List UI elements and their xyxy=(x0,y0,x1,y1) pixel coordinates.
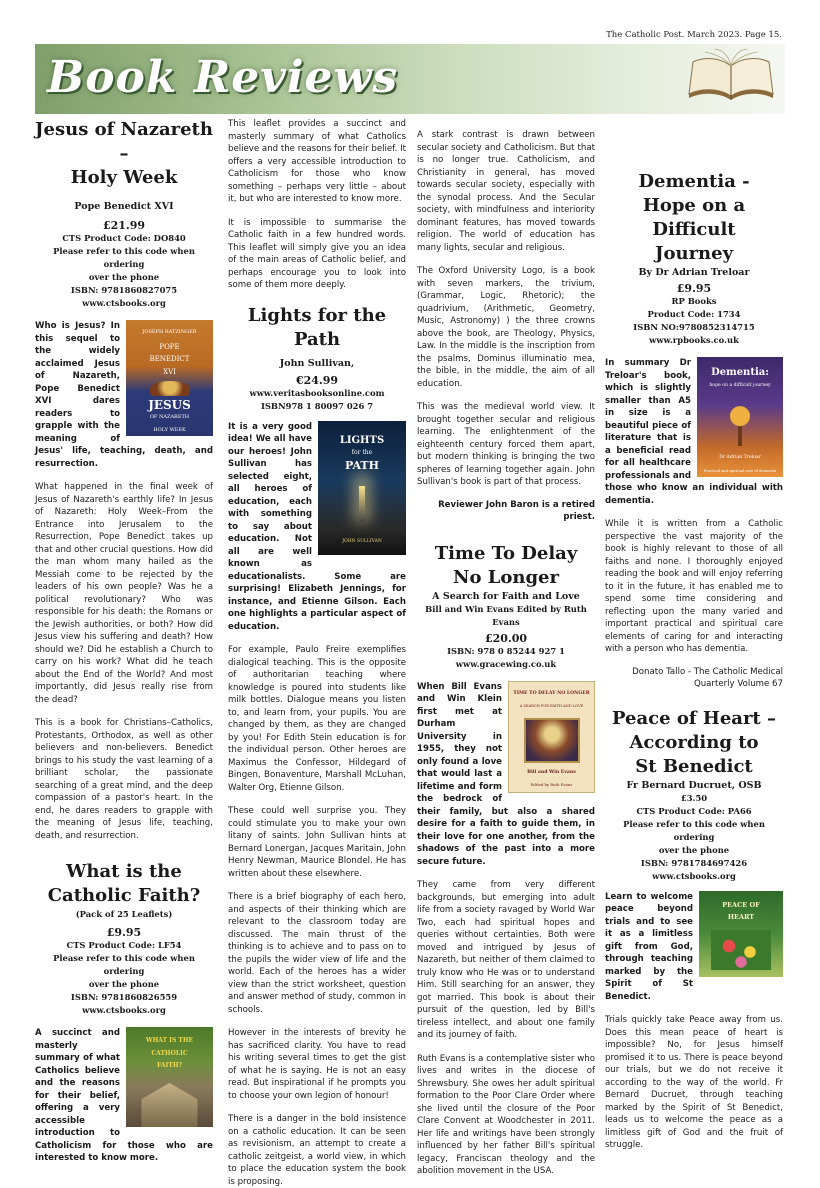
review3-lead: It is a very good idea! We all have our heroes! John Sullivan has selected eight, all heroes of education, each with something to say about education. Not all are well known as educationalists. Some are surprising! Elizabeth Jennings, for instance, and Etienne Gilson. Each one highlights a particular aspect of education. xyxy=(228,421,406,632)
review6-title-line2: According to xyxy=(629,731,759,753)
review4-price: £20.00 xyxy=(484,631,528,645)
review6-cover-flowers-image xyxy=(711,930,771,970)
review6-title-line3: St Benedict xyxy=(635,755,753,777)
column-2 xyxy=(228,118,406,1188)
review2-isbn: ISBN: 9781860826559 xyxy=(70,992,178,1002)
review4-authors: Bill and Win Evans Edited by Ruth Evans xyxy=(425,603,587,627)
review6-lead: Learn to welcome peace beyond trials and to see it as a limitless gift from God, through teaching marked by the Spirit of St Benedict. xyxy=(605,891,693,1002)
review6-meta xyxy=(605,779,783,883)
review6-code: CTS Product Code: PA66 xyxy=(636,805,752,816)
review5-title-line2: Hope on a Difficult xyxy=(642,195,746,240)
review2-title-line2: Catholic Faith? xyxy=(47,885,201,906)
review5-price: £9.95 xyxy=(676,282,712,295)
review2-website: www.ctsbooks.org xyxy=(82,1005,166,1015)
review2-meta xyxy=(35,908,213,1017)
review6-isbn: ISBN: 9781784697426 xyxy=(640,857,748,868)
review1-price: £21.99 xyxy=(102,219,146,232)
review6-price: £3.50 xyxy=(680,792,708,803)
review4-cover-editor: Edited by Ruth Evans xyxy=(530,782,573,787)
review3-cover-lighthouse-image xyxy=(359,486,365,522)
review3-paragraph-4: However in the interests of brevity he has sacrificed clarity. You have to read his writing several times to get the gist of what he is saying. He is not an easy read. But inspirational if he prompts you to choose your own legion of honour! xyxy=(228,1028,406,1101)
review4-isbn: ISBN: 978 0 85244 927 1 xyxy=(447,645,565,656)
review4-title-line2: No Longer xyxy=(453,566,559,588)
review2-price: £9.95 xyxy=(106,926,142,939)
review5-author: By Dr Adrian Treloar xyxy=(638,267,750,278)
review3-paragraph-8: This was the medieval world view. It brought together secular and religious learning. The enlightenment of the eighteenth century forced them apart, but modern thinking is bringing the two spheres of learning together again. John Sullivan's book is part of that process. xyxy=(417,402,595,487)
review5-signature-line1: Donato Tallo - The Catholic Medical xyxy=(632,666,783,677)
review3-title: Lights for the Path xyxy=(247,304,387,350)
review4-cover-painting-image xyxy=(524,718,580,763)
review1-cover-holy-week: HOLY WEEK xyxy=(153,426,186,433)
review3-author: John Sullivan, xyxy=(279,357,355,369)
review1-cover-author: JOSEPH RATZINGER xyxy=(142,329,197,335)
review2-pack: (Pack of 25 Leaflets) xyxy=(75,909,173,919)
review6-cover-line2: HEART xyxy=(727,913,755,921)
review5-title xyxy=(605,170,783,266)
review3-book-cover xyxy=(318,421,406,555)
review1-order-note-2: over the phone xyxy=(88,272,160,282)
review3-reviewer: Reviewer John Baron is a retired priest. xyxy=(438,499,595,522)
review4-subtitle: A Search for Faith and Love xyxy=(432,590,580,602)
review4-meta xyxy=(417,590,595,671)
review3-price: €24.99 xyxy=(295,373,339,387)
review5-signature-line2: Quarterly Volume 67 xyxy=(693,679,783,689)
review6-title-line1: Peace of Heart – xyxy=(611,707,777,729)
review1-meta xyxy=(35,200,213,310)
review1-code: CTS Product Code: DO840 xyxy=(62,233,186,243)
review5-paragraph-1: While it is written from a Catholic perspective the vast majority of the book is highly relevant to those of all faiths and none. I thoroughly enjoyed reading the book and will enjoy referring to it in the future, it has enabled me to spend some time considering and reflecting upon the many varied and important practical and spiritual care elements of caring for and interacting with a person who has dementia. xyxy=(605,519,783,654)
review3-paragraph-2: These could well surprise you. They could stimulate you to make your own litany of saints. John Sullivan hints at Bernard Lonergan, Jacques Maritain, John Henry Newman, Maurice Blondel. He has written about these elsewhere. xyxy=(228,806,406,879)
review4-paragraph-1: They came from very different backgrounds, but emerging into adult life from a society ravaged by World War Two, each had spiritual hopes and queries without certainties. Both were moved and intrigued by Jesus of Nazareth, but neither of them claimed to truly know who He was or to understand Him. Still searching for an answer, they got married. This book is about their pursuit of the question, led by Bill's tireless intellect, and about one family and its journey of faith. xyxy=(417,880,595,1040)
review1-isbn: ISBN: 9781860827075 xyxy=(70,285,178,295)
review4-cover-title: TIME TO DELAY NO LONGER xyxy=(513,690,590,696)
review1-cover-icon-image xyxy=(150,381,190,396)
review6-author: Fr Bernard Ducruet, OSB xyxy=(626,779,762,791)
review5-signature xyxy=(605,666,783,691)
review2-order-note-1: Please refer to this code when ordering xyxy=(53,953,195,976)
review3-paragraph-5: There is a danger in the bold insistence on a catholic education. It can be seen as revisionism, an attempt to create a catholic zeitgeist, a world view, in which to place the education system the book is proposing. xyxy=(228,1114,406,1187)
review3-paragraph-1: For example, Paulo Freire exemplifies dialogical teaching. This is the opposite of authoritarian teaching where knowledge is poured into students like milk bottles. Dialogue means you listen to, and learn from, your pupils. You are changed by them, as they are changed by you! For Edith Stein education is for the individual person. Other heroes are Maximus the Confessor, Hildegard of Bingen, Bonaventure, Marshall McLuhan, Walter Org, Etienne Gilson. xyxy=(228,645,406,793)
review6-book-cover xyxy=(699,891,783,977)
review1-website: www.ctsbooks.org xyxy=(82,298,166,308)
review1-cover-of-nazareth: OF NAZARETH xyxy=(149,414,190,420)
review5-book-cover xyxy=(697,357,783,477)
review2-order-note-2: over the phone xyxy=(88,979,160,989)
review3-paragraph-3: There is a brief biography of each hero, and aspects of their thinking which are relevant to the classroom today are discussed. The main thrust of the thinking is to achieve and to pass on to the pupils the wider view of life and the world. Each of the heroes has a wider view than the strict worksheet, question and answer method of study, common in schools. xyxy=(228,892,406,1015)
review4-website: www.gracewing.co.uk xyxy=(455,658,557,669)
review2-cover-church-image xyxy=(135,1081,205,1128)
review4-book-cover xyxy=(508,681,595,793)
review4-cover-authors: Bill and Win Evans xyxy=(527,769,576,775)
review3-cover-for-the: for the xyxy=(351,449,373,456)
review5-cover-subtitle: hope on a difficult journey xyxy=(709,382,771,388)
review5-website: www.rpbooks.co.uk xyxy=(649,335,739,345)
section-banner xyxy=(35,44,785,114)
review1-cover-benedict: BENEDICT xyxy=(149,355,190,363)
review5-publisher: RP Books xyxy=(671,296,717,306)
review1-cover-jesus: JESUS xyxy=(148,397,191,412)
review4-paragraph-2: Ruth Evans is a contemplative sister who lives and writes in the diocese of Shrewsbury. She owes her adult spiritual formation to the Poor Clare Order where she lived until the closure of the Poor Clare Convent at Woodchester in 2011. Her life and writings have been strongly influenced by her father Bill's spiritual legacy, Franciscan theology and the abolition movement in the USA. xyxy=(417,1053,595,1176)
column-1 xyxy=(35,118,213,1165)
review2-cover-line2: CATHOLIC xyxy=(151,1049,188,1057)
review5-cover-author: Dr Adrian Treloar xyxy=(719,455,761,460)
review1-lead: Who is Jesus? In this sequel to the widely acclaimed Jesus of Nazareth, Pope Benedict XVI dares readers to grapple with the meaning of Jesus' life, teaching, death, and resurrection. xyxy=(35,321,213,469)
review1-author: Pope Benedict XVI xyxy=(74,201,174,212)
review5-meta xyxy=(605,266,783,347)
review5-cover-title: Dementia: xyxy=(711,367,769,378)
review2-book-cover xyxy=(126,1027,213,1127)
review2-paragraph-1: This leaflet provides a succinct and masterly summary of what Catholics believe and the reasons for their belief. It offers a very accessible introduction to Catholicism for those who know something – perhaps very little – about it, but who are interested to know more. xyxy=(228,119,406,204)
review1-book-cover xyxy=(126,320,213,436)
review1-title xyxy=(35,118,213,190)
review2-lead: A succinct and masterly summary of what Catholics believe and the reasons for their belief, offering a very accessible introduction to Catholicism for those who are interested to know more. xyxy=(35,1028,213,1163)
column-3 xyxy=(417,118,595,1178)
review5-cover-tree-image xyxy=(723,400,757,446)
review4-cover-subtitle: A SEARCH FOR FAITH AND LOVE xyxy=(519,704,584,708)
column-4 xyxy=(605,118,783,1152)
review1-paragraph-2: This is a book for Christians–Catholics, Protestants, Orthodox, as well as other believers and non-believers. Benedict brings to his study the vast learning of a brilliant scholar, the passionate searching of a great mind, and the deep compassion of a pastor's heart. In the end, he dares readers to grapple with the meaning of Jesus life, teaching, death, and resurrection. xyxy=(35,718,213,841)
review1-cover-pope: POPE xyxy=(159,342,180,351)
review2-code: CTS Product Code: LF54 xyxy=(66,940,182,950)
review6-order-note-1: Please refer to this code when ordering xyxy=(623,818,765,842)
review1-order-note-1: Please refer to this code when ordering xyxy=(53,246,195,269)
review3-paragraph-7: The Oxford University Logo, is a book with seven markers, the trivium, (Grammar, Logic, Rhetoric); the quadrivium, (Arithmetic, Geometry, Music, Astronomy) ) the three crowns above the book, are Theology, Physics, Law. In the middle is the inscription from the psalms, Dominus illuminatio mea, the bible, in the middle, the aim of all education. xyxy=(417,266,595,389)
review2-cover-line1: WHAT IS THE xyxy=(145,1037,194,1044)
review3-paragraph-6: A stark contrast is drawn between secular society and Catholicism. But that is no longer true. Catholicism, and Christianity in general, has moved towards secular society, especially with the synodal process. And the Secular society, with mindfulness and interiority dominant features, has moved towards religion. The world of education has many lights, secular and religious. xyxy=(417,130,595,253)
review6-paragraph-1: Trials quickly take Peace away from us. Does this mean peace of heart is impossible? No, for Jesus himself promised it to us. There is peace beyond our trials, but we do not receive it according to the way of the world. Fr Bernard Ducruet, through teaching marked by the Spirit of St Benedict, leads us to welcome the peace as a limitless gift of God and the fruit of struggle. xyxy=(605,1015,783,1150)
review4-title-line1: Time To Delay xyxy=(434,542,578,564)
open-book-icon xyxy=(685,48,777,110)
review2-title-line1: What is the xyxy=(66,861,182,882)
review3-website: www.veritasbooksonline.com xyxy=(249,387,385,398)
review3-cover-path: PATH xyxy=(345,458,379,472)
review5-lead: In summary Dr Treloar's book, which is slightly smaller than A5 in size is a beautiful piece of literature that is a beneficial read for all healthcare professionals and those who know an individual with dementia. xyxy=(605,358,783,506)
review6-website: www.ctsbooks.org xyxy=(652,870,736,881)
section-title: Book Reviews xyxy=(47,52,399,103)
review4-title xyxy=(417,542,595,590)
review2-title xyxy=(35,860,213,908)
review5-code: Product Code: 1734 xyxy=(647,309,741,319)
review5-title-line3: Journey xyxy=(654,243,734,264)
review6-order-note-2: over the phone xyxy=(658,844,730,855)
review4-lead: When Bill Evans and Win Klein first met at Durham University in 1955, they not only found a love that would last a lifetime and form the bedrock of their family, but also a shared desire for a faith to guide them, in their love for one another, from the shadows of the past into a more secure future. xyxy=(417,681,595,867)
review1-title-line2: Holy Week xyxy=(70,167,178,188)
review2-paragraph-2: It is impossible to summarise the Catholic faith in a few hundred words. This leaflet will simply give you an idea of the main areas of Catholic belief, and perhaps encourage you to look into some of them more deeply. xyxy=(228,217,406,290)
review3-isbn: ISBN978 1 80097 026 7 xyxy=(260,400,374,411)
review6-title xyxy=(605,707,783,779)
review1-title-line1: Jesus of Nazareth – xyxy=(35,119,213,164)
review5-title-line1: Dementia - xyxy=(638,171,750,192)
review1-cover-xvi: XVI xyxy=(163,367,176,376)
running-head: The Catholic Post. March 2023. Page 15. xyxy=(606,30,782,40)
review5-cover-tagline: Practical and spiritual care of dementia xyxy=(703,468,777,473)
review5-isbn: ISBN NO:9780852314715 xyxy=(633,322,755,332)
review6-cover-line1: PEACE OF xyxy=(722,900,760,909)
review1-paragraph-1: What happened in the final week of Jesus of Nazareth's earthly life? In Jesus of Nazareth: Holy Week–From the Entrance into Jerusalem to the Resurrection, Pope Benedict takes up that and other crucial questions. How did the man whom many hailed as the Messiah come to be rejected by the leaders of his own people? Was he a political revolutionary? Who was responsible for his death: the Romans or the Jewish authorities, or both? How did Jesus view his suffering and death? How should we? Did he establish a Church to carry on his work? What did he teach about the End of the World? And most importantly, did Jesus really rise from the dead? xyxy=(35,482,213,705)
review3-meta xyxy=(228,357,406,413)
review3-cover-author: JOHN SULLIVAN xyxy=(342,539,382,544)
review3-cover-lights: LIGHTS xyxy=(339,434,385,446)
review2-cover-line3: FAITH? xyxy=(156,1062,183,1069)
